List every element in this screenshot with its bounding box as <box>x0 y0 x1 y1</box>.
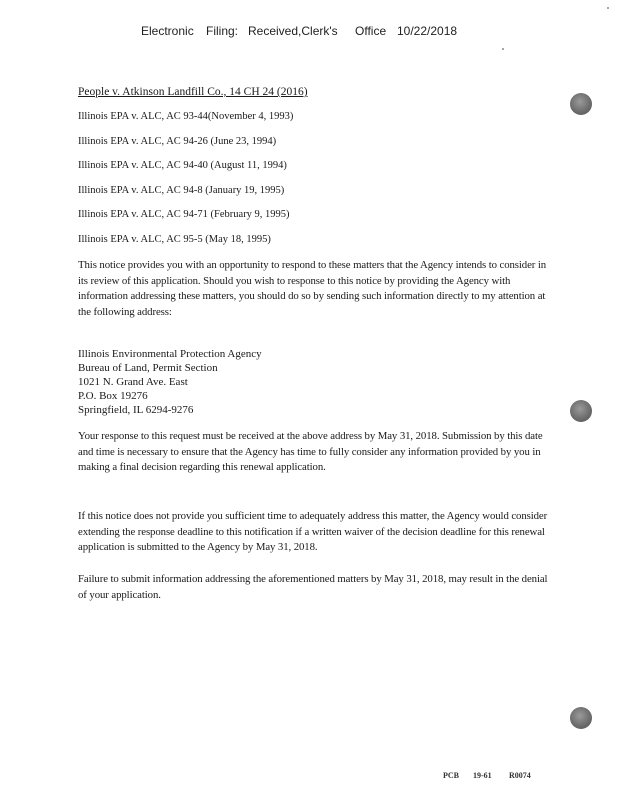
list-item: Illinois EPA v. ALC, AC 94-40 (August 11, 1994) <box>78 160 287 171</box>
case-list <box>78 111 293 258</box>
address-line: P.O. Box 19276 <box>78 390 148 402</box>
scan-speck <box>502 48 504 50</box>
footer-case-number: 19-61 <box>473 771 492 780</box>
footer-pcb-label: PCB <box>443 771 459 780</box>
address-line: Illinois Environmental Protection Agency <box>78 348 262 360</box>
stamp-filing: Filing: <box>206 24 239 38</box>
stamp-office: Office <box>355 24 387 38</box>
response-deadline-paragraph: Your response to this request must be received at the above address by May 31, 2018. Submission by this date and time is necessary to ensure that the Agency has time to fully consider any information provided by you in making a final decision regarding this renewal application. <box>78 430 543 473</box>
stamp-received-clerks: Received,Clerk's <box>248 24 338 38</box>
notice-paragraph: This notice provides you with an opportunity to respond to these matters that the Agency intends to consider in its review of this application. Should you wish to response to this notice by providing the Agency with information addressing these matters, you should do so by sending such information directly to my attention at the following address: <box>78 259 547 318</box>
address-line: 1021 N. Grand Ave. East <box>78 376 188 388</box>
list-item: Illinois EPA v. ALC, AC 94-8 (January 19, 1995) <box>78 184 285 196</box>
footer-page-code: R0074 <box>509 771 531 780</box>
list-item: Illinois EPA v. ALC, AC 94-71 (February 9, 1995) <box>78 209 290 220</box>
denial-warning-paragraph: Failure to submit information addressing the aforementioned matters by May 31, 2018, may result in the denial of your application. <box>78 573 548 601</box>
mailing-address <box>78 347 262 417</box>
scan-speck <box>607 7 609 9</box>
list-item: Illinois EPA v. ALC, AC 94-26 (June 23, 1994) <box>78 135 277 147</box>
stamp-date: 10/22/2018 <box>397 24 458 38</box>
list-item: Illinois EPA v. ALC, AC 95-5 (May 18, 1995) <box>78 233 271 245</box>
punch-hole <box>570 400 592 422</box>
address-line: Bureau of Land, Permit Section <box>78 362 218 374</box>
list-item: Illinois EPA v. ALC, AC 93-44(November 4, 1993) <box>78 111 294 122</box>
address-line: Springfield, IL 6294-9276 <box>78 404 194 416</box>
case-title: People v. Atkinson Landfill Co., 14 CH 24 (2016) <box>78 86 308 98</box>
extension-paragraph: If this notice does not provide you sufficient time to adequately address this matter, the Agency would consider extending the response deadline to this notification if a written waiver of the decision deadline for this renewal application is submitted to the Agency by May 31, 2018. <box>78 510 548 553</box>
punch-hole <box>570 707 592 729</box>
stamp-electronic: Electronic <box>141 24 194 38</box>
punch-hole <box>570 93 592 115</box>
